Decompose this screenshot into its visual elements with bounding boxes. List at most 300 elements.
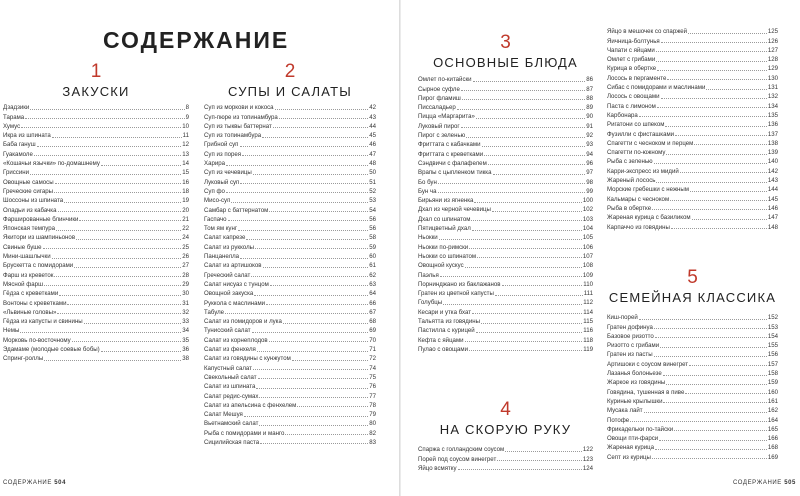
toc-entry[interactable]: [418, 251, 593, 260]
entry-page-number: 160: [767, 388, 778, 396]
entry-title: Паэлья: [418, 271, 439, 279]
entry-title: Пицца «Маргарита»: [418, 113, 475, 121]
toc-entry[interactable]: [607, 175, 778, 184]
entry-title: Тальятта из говядины: [418, 318, 481, 326]
toc-entry[interactable]: [204, 307, 376, 316]
toc-entry[interactable]: [607, 63, 778, 72]
toc-entry[interactable]: [3, 186, 189, 195]
toc-entry[interactable]: [418, 74, 593, 83]
entry-page-number: 90: [586, 113, 593, 121]
toc-entry[interactable]: [204, 167, 376, 176]
toc-entry[interactable]: [607, 110, 778, 119]
entry-page-number: 146: [767, 204, 778, 212]
toc-entry[interactable]: [607, 433, 778, 442]
toc-entry[interactable]: [607, 442, 778, 451]
dot-leader: [244, 416, 368, 417]
entry-page-number: 52: [369, 187, 376, 195]
entry-page-number: 153: [767, 323, 778, 331]
entry-page-number: 115: [583, 318, 593, 326]
toc-entry[interactable]: [3, 307, 189, 316]
entry-page-number: 140: [767, 158, 778, 166]
toc-entry[interactable]: [418, 334, 593, 343]
entry-title: Фарш из креветок: [3, 271, 54, 279]
toc-entry[interactable]: [3, 316, 189, 325]
toc-entry[interactable]: [3, 130, 189, 139]
toc-entry[interactable]: [3, 353, 189, 362]
toc-entry[interactable]: [607, 312, 778, 321]
entry-page-number: 58: [369, 234, 376, 242]
toc-entry[interactable]: [607, 91, 778, 100]
dot-leader: [67, 304, 181, 305]
entry-page-number: 10: [182, 122, 189, 130]
entry-page-number: 110: [583, 280, 593, 288]
footer-label: СОДЕРЖАНИЕ: [732, 480, 782, 486]
toc-entry[interactable]: [3, 241, 189, 250]
toc-entry[interactable]: [418, 453, 593, 462]
toc-entry[interactable]: [204, 130, 376, 139]
toc-entry[interactable]: [3, 158, 189, 167]
entry-page-number: 138: [767, 139, 778, 147]
toc-entry[interactable]: [607, 358, 778, 367]
dot-leader: [461, 90, 585, 91]
entry-title: Гриссини: [3, 169, 30, 177]
entry-page-number: 28: [182, 271, 189, 279]
dot-leader: [466, 137, 585, 138]
toc-entry[interactable]: [204, 427, 376, 436]
toc-entry[interactable]: [418, 288, 593, 297]
toc-entry[interactable]: [418, 269, 593, 278]
dot-leader: [656, 182, 766, 183]
toc-entry[interactable]: [3, 148, 189, 157]
toc-entry[interactable]: [607, 340, 778, 349]
entry-page-number: 147: [767, 214, 778, 222]
toc-entry[interactable]: [204, 148, 376, 157]
entry-page-number: 145: [767, 195, 778, 203]
toc-entry[interactable]: [204, 158, 376, 167]
entry-title: Омлет по-китайски: [418, 76, 472, 84]
dot-leader: [74, 267, 181, 268]
toc-entry[interactable]: [418, 306, 593, 315]
toc-entry[interactable]: [418, 213, 593, 222]
toc-entry[interactable]: [3, 223, 189, 232]
entry-title: Спаржа с голландским соусом: [418, 446, 505, 454]
dot-leader: [439, 239, 582, 240]
entry-title: Рыба в обертке: [607, 204, 652, 212]
entry-page-number: 27: [182, 262, 189, 270]
toc-entry[interactable]: [418, 444, 593, 453]
toc-entry[interactable]: [418, 297, 593, 306]
entry-page-number: 80: [369, 420, 376, 428]
dot-leader: [477, 257, 582, 258]
toc-entry[interactable]: [204, 102, 376, 111]
toc-entry[interactable]: [607, 35, 778, 44]
section-title: ОСНОВНЫЕ БЛЮДА: [433, 55, 578, 70]
toc-entry[interactable]: [607, 156, 778, 165]
toc-entry[interactable]: [607, 414, 778, 423]
toc-entry[interactable]: [3, 269, 189, 278]
dot-leader: [259, 425, 368, 426]
toc-entry[interactable]: [3, 139, 189, 148]
toc-entry[interactable]: [3, 167, 189, 176]
dot-leader: [667, 79, 766, 80]
toc-entry[interactable]: [3, 279, 189, 288]
toc-entry[interactable]: [607, 128, 778, 137]
dot-leader: [657, 107, 767, 108]
dot-leader: [659, 440, 767, 441]
dot-leader: [472, 313, 582, 314]
toc-entry[interactable]: [204, 195, 376, 204]
dot-leader: [497, 460, 582, 461]
dot-leader: [43, 248, 182, 249]
dot-leader: [495, 295, 583, 296]
dot-leader: [644, 412, 767, 413]
dot-leader: [20, 332, 181, 333]
toc-entry[interactable]: [418, 463, 593, 472]
toc-entry[interactable]: [418, 120, 593, 129]
entry-page-number: 42: [369, 104, 376, 112]
entry-title: Омлет с грибами: [607, 56, 656, 64]
toc-entry[interactable]: [204, 214, 376, 223]
toc-entry[interactable]: [418, 158, 593, 167]
dot-leader: [256, 388, 368, 389]
entry-page-number: 12: [182, 141, 189, 149]
entry-page-number: 135: [767, 111, 778, 119]
entry-page-number: 93: [586, 141, 593, 149]
toc-entry[interactable]: [418, 195, 593, 204]
entry-page-number: 78: [369, 401, 376, 409]
dot-leader: [240, 183, 368, 184]
toc-entry[interactable]: [204, 325, 376, 334]
dot-leader: [44, 360, 181, 361]
dot-leader: [292, 360, 368, 361]
toc-entry[interactable]: [204, 223, 376, 232]
toc-entry[interactable]: [607, 203, 778, 212]
toc-entry[interactable]: [3, 176, 189, 185]
entry-title: Панцанелла: [204, 253, 240, 261]
entry-page-number: 24: [182, 234, 189, 242]
dot-leader: [666, 154, 766, 155]
toc-entry[interactable]: [204, 139, 376, 148]
toc-entry[interactable]: [607, 119, 778, 128]
dot-leader: [279, 118, 368, 119]
toc-entry[interactable]: [607, 424, 778, 433]
toc-entry[interactable]: [607, 377, 778, 386]
dot-leader: [76, 239, 181, 240]
toc-entry[interactable]: [204, 400, 376, 409]
toc-entry[interactable]: [204, 176, 376, 185]
entry-page-number: 29: [182, 280, 189, 288]
entry-title: Куриные крылышки: [607, 397, 663, 405]
dot-leader: [269, 211, 368, 212]
entry-title: Пятицветный дхал: [418, 225, 471, 233]
toc-entry[interactable]: [607, 147, 778, 156]
entry-title: «Львиные головы»: [3, 308, 57, 316]
dot-leader: [502, 285, 583, 286]
toc-entry[interactable]: [418, 241, 593, 250]
entry-page-number: 132: [767, 93, 778, 101]
toc-entry[interactable]: [607, 451, 778, 460]
toc-entry[interactable]: [204, 279, 376, 288]
entry-page-number: 14: [182, 160, 189, 168]
toc-entry[interactable]: [3, 344, 189, 353]
entry-title: Тунисский салат: [204, 327, 251, 335]
dot-leader: [30, 174, 181, 175]
dot-leader: [58, 211, 182, 212]
entry-page-number: 61: [369, 262, 376, 270]
toc-entry[interactable]: [418, 279, 593, 288]
section-number: 2: [284, 61, 296, 82]
toc-entry[interactable]: [418, 93, 593, 102]
toc-entry[interactable]: [418, 167, 593, 176]
entry-title: Тарама: [3, 113, 25, 121]
toc-entry[interactable]: [3, 260, 189, 269]
toc-entry[interactable]: [204, 372, 376, 381]
toc-entry[interactable]: [607, 165, 778, 174]
entry-page-number: 60: [369, 253, 376, 261]
toc-entry[interactable]: [607, 54, 778, 63]
entry-page-number: 99: [586, 187, 593, 195]
entry-title: Сибас с помидорами и маслинами: [607, 84, 706, 92]
toc-entry[interactable]: [418, 186, 593, 195]
entry-page-number: 154: [767, 332, 778, 340]
entry-title: Якитори из шампиньонов: [3, 234, 76, 242]
toc-entry[interactable]: [607, 26, 778, 35]
entry-page-number: 45: [369, 132, 376, 140]
toc-entry[interactable]: [204, 260, 376, 269]
entry-title: Паста с лимоном: [607, 102, 656, 110]
entry-title: Салат из помидоров и лука: [204, 318, 282, 326]
entry-page-number: 34: [182, 327, 189, 335]
toc-entry[interactable]: [3, 111, 189, 120]
toc-entry[interactable]: [3, 214, 189, 223]
toc-entry[interactable]: [204, 316, 376, 325]
entry-title: Греческие сигары: [3, 187, 53, 195]
toc-entry[interactable]: [204, 269, 376, 278]
entry-title: Септ из курицы: [607, 453, 651, 461]
dot-leader: [493, 174, 586, 175]
entry-title: Гёдза из капусты и свинины: [3, 318, 83, 326]
toc-entry[interactable]: [3, 195, 189, 204]
toc-entry[interactable]: [418, 102, 593, 111]
entry-title: Суп фо: [204, 187, 225, 195]
section-number: 3: [500, 32, 511, 53]
toc-entry[interactable]: [3, 297, 189, 306]
entry-page-number: 9: [185, 113, 189, 121]
dot-leader: [469, 248, 582, 249]
entry-title: Фрикадельки по-тайски: [607, 425, 674, 433]
section-title: СУПЫ И САЛАТЫ: [228, 84, 352, 99]
toc-entry[interactable]: [607, 386, 778, 395]
toc-entry[interactable]: [204, 232, 376, 241]
dot-leader: [253, 174, 368, 175]
dot-leader: [663, 375, 767, 376]
toc-entry[interactable]: [204, 288, 376, 297]
toc-entry[interactable]: [3, 325, 189, 334]
dot-leader: [655, 337, 767, 338]
toc-entry[interactable]: [3, 288, 189, 297]
toc-entry[interactable]: [3, 251, 189, 260]
entry-title: Мисо-суп: [204, 197, 231, 205]
toc-entry[interactable]: [607, 212, 778, 221]
dot-leader: [461, 127, 586, 128]
toc-entry[interactable]: [204, 297, 376, 306]
entry-title: Кефта с яйцами: [418, 336, 464, 344]
dot-leader: [656, 61, 767, 62]
entry-page-number: 89: [586, 104, 593, 112]
toc-entry[interactable]: [607, 45, 778, 54]
entry-title: Самбар с баттернатом: [204, 206, 269, 214]
entry-title: Луковый пирог: [418, 122, 460, 130]
toc-entry[interactable]: [3, 204, 189, 213]
dot-leader: [660, 347, 767, 348]
dot-leader: [226, 192, 368, 193]
entry-title: Яичница-болтунья: [607, 37, 660, 45]
toc-entry[interactable]: [3, 102, 189, 111]
toc-entry[interactable]: [418, 148, 593, 157]
dot-leader: [663, 402, 766, 403]
entry-page-number: 77: [369, 392, 376, 400]
entry-title: Фриттата с креветками: [418, 150, 484, 158]
entry-page-number: 66: [369, 299, 376, 307]
entry-page-number: 79: [369, 411, 376, 419]
entry-list: [418, 74, 593, 353]
toc-entry[interactable]: [607, 349, 778, 358]
entry-title: Салат капрезе: [204, 234, 246, 242]
dot-leader: [443, 304, 582, 305]
entry-page-number: 130: [767, 74, 778, 82]
toc-entry[interactable]: [607, 368, 778, 377]
toc-entry[interactable]: [418, 260, 593, 269]
entry-title: Суп из тыквы баттернат: [204, 122, 272, 130]
entry-page-number: 97: [586, 169, 593, 177]
toc-entry[interactable]: [607, 221, 778, 230]
entry-page-number: 22: [182, 225, 189, 233]
entry-page-number: 21: [182, 215, 189, 223]
toc-entry[interactable]: [204, 121, 376, 130]
entry-page-number: 64: [369, 290, 376, 298]
toc-entry[interactable]: [607, 72, 778, 81]
dot-leader: [225, 313, 368, 314]
toc-entry[interactable]: [418, 111, 593, 120]
dot-leader: [240, 258, 368, 259]
toc-entry[interactable]: [607, 138, 778, 147]
dot-leader: [655, 449, 767, 450]
entry-page-number: 82: [369, 429, 376, 437]
entry-title: Бирьяни из ягненка: [418, 197, 474, 205]
entry-title: Гратен из пасты: [607, 351, 653, 359]
entry-page-number: 155: [767, 342, 778, 350]
toc-entry[interactable]: [204, 241, 376, 250]
dot-leader: [101, 165, 181, 166]
dot-leader: [251, 276, 368, 277]
toc-entry[interactable]: [204, 186, 376, 195]
entry-list: [3, 102, 189, 362]
dot-leader: [259, 397, 368, 398]
toc-entry[interactable]: [418, 316, 593, 325]
entry-title: Фузилли с фисташками: [607, 130, 675, 138]
entry-page-number: 72: [369, 355, 376, 363]
toc-entry[interactable]: [418, 325, 593, 334]
entry-title: Оладьи из кабачка: [3, 206, 57, 214]
toc-entry[interactable]: [3, 334, 189, 343]
entry-page-number: 102: [582, 206, 593, 214]
toc-entry[interactable]: [418, 232, 593, 241]
dot-leader: [654, 356, 767, 357]
toc-entry[interactable]: [204, 381, 376, 390]
dot-leader: [465, 267, 582, 268]
dot-leader: [238, 230, 368, 231]
toc-entry[interactable]: [607, 82, 778, 91]
toc-entry[interactable]: [204, 353, 376, 362]
toc-entry[interactable]: [204, 344, 376, 353]
toc-entry[interactable]: [204, 362, 376, 371]
toc-entry[interactable]: [204, 334, 376, 343]
dot-leader: [652, 458, 767, 459]
entry-title: Гратен из цветной капусты: [418, 290, 494, 298]
entry-title: Луковый суп: [204, 178, 240, 186]
toc-entry[interactable]: [418, 223, 593, 232]
entry-page-number: 16: [182, 178, 189, 186]
dot-leader: [476, 118, 585, 119]
toc-entry[interactable]: [418, 139, 593, 148]
toc-entry[interactable]: [607, 193, 778, 202]
toc-entry[interactable]: [418, 130, 593, 139]
toc-entry[interactable]: [204, 409, 376, 418]
entry-page-number: 166: [767, 435, 778, 443]
entry-page-number: 48: [369, 160, 376, 168]
entry-page-number: 25: [182, 243, 189, 251]
toc-entry[interactable]: [204, 390, 376, 399]
dot-leader: [473, 81, 586, 82]
toc-entry[interactable]: [418, 344, 593, 353]
toc-entry[interactable]: [204, 437, 376, 446]
entry-title: Голубцы: [418, 299, 443, 307]
entry-page-number: 161: [767, 397, 778, 405]
entry-title: Говядина, тушенная в пиве: [607, 388, 685, 396]
toc-entry[interactable]: [204, 251, 376, 260]
entry-page-number: 8: [185, 104, 189, 112]
dot-leader: [101, 351, 182, 352]
toc-entry[interactable]: [607, 184, 778, 193]
dot-leader: [275, 109, 369, 110]
toc-entry[interactable]: [204, 204, 376, 213]
toc-entry[interactable]: [204, 418, 376, 427]
entry-title: Спагетти по-южному: [607, 149, 666, 157]
toc-entry[interactable]: [607, 405, 778, 414]
toc-entry[interactable]: [607, 100, 778, 109]
entry-title: Брускетта с помидорами: [3, 262, 74, 270]
toc-entry[interactable]: [607, 331, 778, 340]
toc-entry[interactable]: [418, 204, 593, 213]
toc-entry[interactable]: [3, 121, 189, 130]
entry-title: Карбонара: [607, 111, 638, 119]
toc-entry[interactable]: [418, 176, 593, 185]
toc-entry[interactable]: [607, 321, 778, 330]
entry-page-number: 26: [182, 253, 189, 261]
dot-leader: [52, 258, 182, 259]
dot-leader: [297, 406, 368, 407]
entry-title: Овощные самосы: [3, 178, 54, 186]
toc-entry[interactable]: [607, 396, 778, 405]
entry-title: Курица в обертке: [607, 65, 657, 73]
entry-title: Бун ча: [418, 187, 437, 195]
toc-entry[interactable]: [204, 111, 376, 120]
entry-title: Руккола с маслинами: [204, 299, 266, 307]
toc-entry[interactable]: [3, 232, 189, 241]
dot-leader: [688, 33, 767, 34]
dot-leader: [55, 183, 182, 184]
toc-entry[interactable]: [418, 83, 593, 92]
